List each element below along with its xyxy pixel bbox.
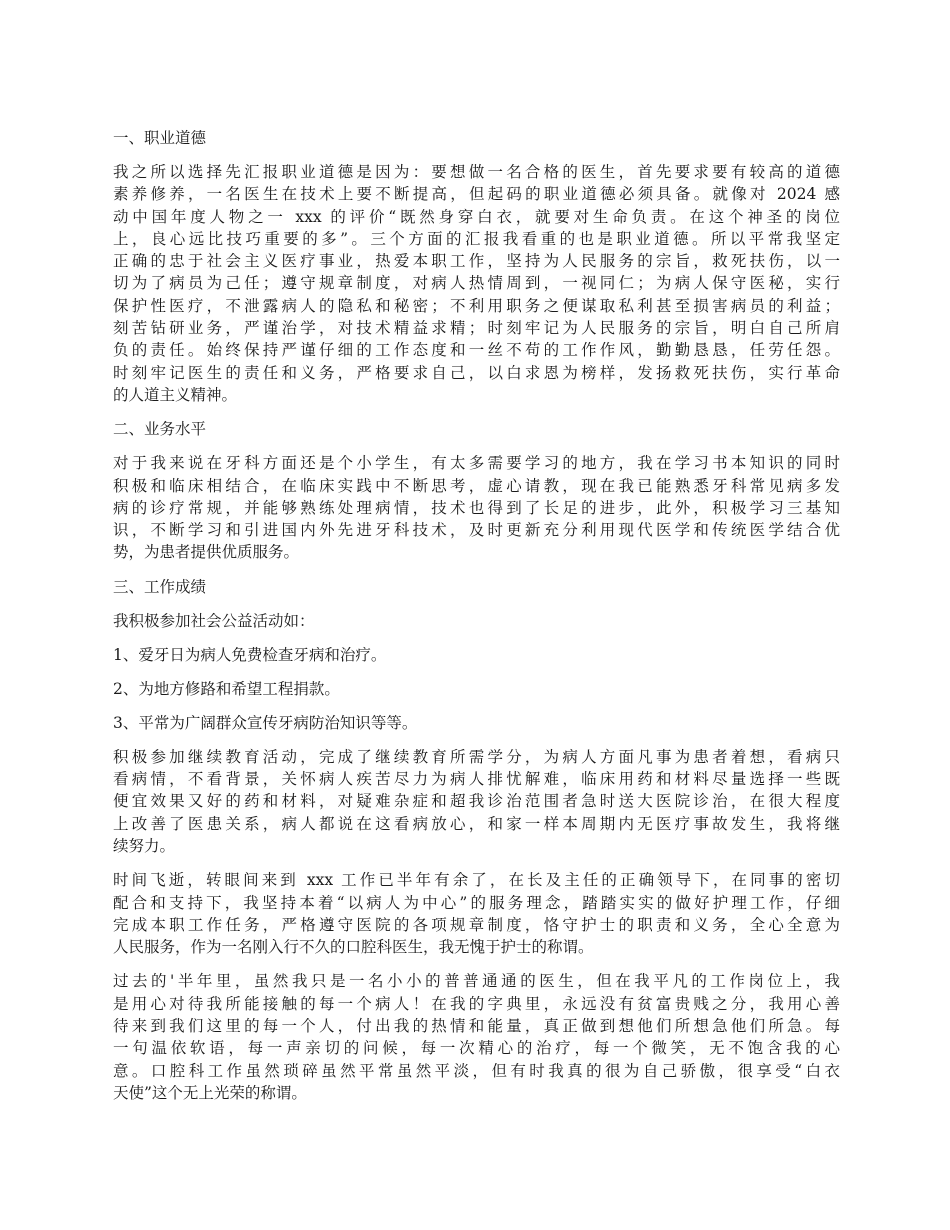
text-line: 正确的忠于社会主义医疗事业，热爱本职工作，坚持为人民服务的宗旨，救死扶伤，以一 [113, 252, 840, 271]
text-line: 上改善了医患关系，病人都说在这看病放心，和家一样本周期内无医疗事故发生，我将继 [113, 814, 840, 833]
text-line: 时刻牢记医生的责任和义务，严格要求自己，以白求恩为榜样，发扬救死扶伤，实行革命 [113, 363, 840, 382]
text-line: 素养修养，一名医生在技术上要不断提高，但起码的职业道德必须具备。就像对 2024 感 [113, 185, 840, 204]
text-line: 人民服务，作为一名刚入行不久的口腔科医生，我无愧于护士的称谓。 [113, 938, 594, 957]
text-line: 刻苦钻研业务，严谨治学，对技术精益求精；时刻牢记为人民服务的宗旨，明白自己所肩 [113, 319, 840, 338]
text-line: 的人道主义精神。 [113, 385, 238, 404]
section-heading-skills: 二、业务水平 [113, 420, 207, 439]
list-item: 3、平常为广阔群众宣传牙病防治知识等等。 [113, 713, 418, 732]
text-line: 是用心对待我所能接触的每一个病人！在我的字典里，永远没有贫富贵贱之分，我用心善 [113, 994, 840, 1013]
text-line: 切为了病员为己任；遵守规章制度，对病人热情周到，一视同仁；为病人保守医秘，实行 [113, 274, 840, 293]
text-line: 对于我来说在牙科方面还是个小学生，有太多需要学习的地方，我在学习书本知识的同时 [113, 454, 840, 473]
text-line: 一句温依软语，每一声亲切的问候，每一次精心的治疗，每一个微笑，无不饱含我的心 [113, 1039, 840, 1058]
text-line: 积极和临床相结合，在临床实践中不断思考，虚心请教，现在我已能熟悉牙科常见病多发 [113, 476, 840, 495]
text-line: 病的诊疗常规，并能够熟练处理病情，技术也得到了长足的进步，此外，积极学习三基知 [113, 498, 840, 517]
text-line: 配合和支持下，我坚持本着“以病人为中心”的服务理念，踏踏实实的做好护理工作，仔细 [113, 893, 840, 912]
paragraph-ethics [113, 161, 840, 406]
text-line: 完成本职工作任务，严格遵守医院的各项规章制度，恪守护士的职责和义务，全心全意为 [113, 915, 840, 934]
text-line: 天使”这个无上光荣的称谓。 [113, 1083, 307, 1102]
text-line: 便宜效果又好的药和材料，对疑难杂症和超我诊治范围者急时送大医院诊治，在很大程度 [113, 792, 840, 811]
paragraph-time-flies [113, 869, 840, 958]
text-line: 意。口腔科工作虽然琐碎虽然平常虽然平淡，但有时我真的很为自己骄傲，很享受“白衣 [113, 1061, 840, 1080]
text-line: 动中国年度人物之一 xxx 的评价“既然身穿白衣，就要对生命负责。在这个神圣的岗位 [113, 207, 840, 226]
text-line: 时间飞逝，转眼间来到 xxx 工作已半年有余了，在长及主任的正确领导下，在同事的密切 [113, 871, 840, 890]
text-line: 负的责任。始终保持严谨仔细的工作态度和一丝不苟的工作作风，勤勤恳恳，任劳任怨。 [113, 341, 840, 360]
text-line: 保护性医疗，不泄露病人的隐私和秘密；不利用职务之便谋取私利甚至损害病员的利益； [113, 296, 840, 315]
section-heading-ethics: 一、职业道德 [113, 129, 207, 147]
text-line: 上，良心远比技巧重要的多”。三个方面的汇报我看重的也是职业道德。所以平常我坚定 [113, 229, 840, 248]
list-item: 1、爱牙日为病人免费检查牙病和治疗。 [113, 645, 387, 664]
text-line: 看病情，不看背景，关怀病人疾苦尽力为病人排忧解难，临床用药和材料尽量选择一些既 [113, 770, 840, 789]
section-heading-achievements: 三、工作成绩 [113, 577, 207, 596]
text-line: 续努力。 [113, 836, 176, 855]
text-line: 积极参加继续教育活动，完成了继续教育所需学分，为病人方面凡事为患者着想，看病只 [113, 747, 840, 766]
text-line: 待来到我们这里的每一个人，付出我的热情和能量，真正做到想他们所想急他们所急。每 [113, 1017, 840, 1036]
text-line: 我之所以选择先汇报职业道德是因为：要想做一名合格的医生，首先要求要有较高的道德 [113, 163, 840, 181]
paragraph-continuing-education [113, 746, 840, 857]
text-line: 过去的'半年里，虽然我只是一名小小的普普通通的医生，但在我平凡的工作岗位上，我 [113, 972, 840, 991]
text-line: 识，不断学习和引进国内外先进牙科技术，及时更新充分利用现代医学和传统医学结合优 [113, 521, 840, 540]
paragraph-intro: 我积极参加社会公益活动如： [113, 611, 315, 630]
paragraph-skills [113, 452, 840, 563]
list-item: 2、为地方修路和希望工程捐款。 [113, 679, 340, 698]
paragraph-past-half-year [113, 970, 840, 1104]
document-page [113, 127, 840, 1116]
text-line: 势，为患者提供优质服务。 [113, 543, 300, 562]
